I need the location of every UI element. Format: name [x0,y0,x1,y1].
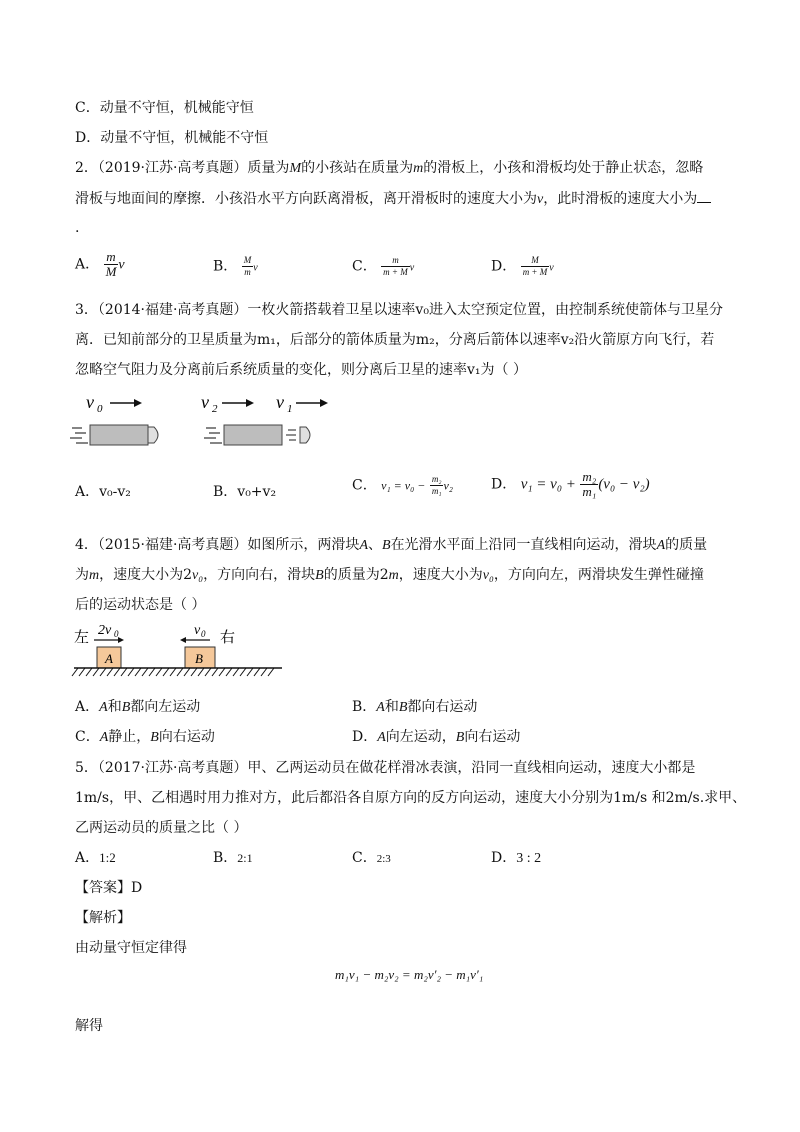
q5-option-c: C．2:3 [352,850,391,866]
q4-stem-line3: 后的运动状态是（ ） [75,597,206,613]
fig-2v0-sub: 0 [114,629,119,639]
q2-option-c: C． $\frac{m}{m + M}$ v [352,255,415,277]
q3-option-a: A．v₀-v₂ [75,484,131,500]
block-b-label: B [195,651,203,666]
q2-option-d-fraction: $\frac{M}{m + M}$ [522,255,548,277]
hatch-line [254,668,260,676]
fig-v0-label: v [86,392,94,412]
q2-option-b-fraction: $\frac{M}{m}$ [243,255,252,277]
q5-option-a: A．1:2 [75,850,116,866]
q5-option-b: B．2:1 [213,850,253,866]
answer-blank [697,188,711,203]
rocket-separation-figure [70,388,350,460]
q5-option-d: D．3 : 2 [491,850,542,866]
hatch-line [205,668,211,676]
q4-option-b: B．A和B都向右运动 [352,699,478,715]
hatch-line [156,668,162,676]
hatch-line [121,668,127,676]
sliding-blocks-figure [70,620,290,682]
hatch-line [93,668,99,676]
fig-v0-sub: 0 [97,403,103,415]
q2-stem-line1: 2．（2019·江苏·高考真题）质量为M的小孩站在质量为m的滑板上，小孩和滑板均处于静止状态，忽略 [75,160,704,176]
hatch-line [268,668,274,676]
hatch-line [233,668,239,676]
conservation-law-text: 由动量守恒定律得 [75,940,187,956]
q2-option-c-fraction: $\frac{m}{m + M}$ [383,255,408,277]
q3-stem-line1: 3．（2014·福建·高考真题）一枚火箭搭载着卫星以速率v₀进入太空预定位置，由控制系统使箭体与卫星分 [75,302,723,318]
hatch-line [240,668,246,676]
q2-option-b: B． $\frac{M}{m}$ v [213,255,258,277]
satellite-nose [300,427,310,443]
fig-v1-sub: 1 [287,403,293,415]
q3-option-d: D． v₁ = v₀ + $\frac{\text{m₂}}{\text{m₁}}$ (v₀ − v₂) [491,469,650,499]
fig-v0-arrow [110,399,142,407]
hatch-line [212,668,218,676]
answer-label: 【答案】D [75,880,143,896]
q4-option-c: C．A静止，B向右运动 [75,729,215,745]
fig-v0-label: v [194,623,201,638]
q4-stem-line1: 4．（2015·福建·高考真题）如图所示，两滑块A、B在光滑水平面上沿同一直线相向运动，滑块A的质量 [75,537,708,553]
hatch-line [79,668,85,676]
hatch-line [142,668,148,676]
q2-option-d: D． $\frac{M}{m + M}$ v [491,255,554,277]
hatch-line [135,668,141,676]
rocket-body-left [90,425,148,445]
rocket-exhaust-left [70,428,88,443]
hatch-line [128,668,134,676]
q5-stem-line1: 5．（2017·江苏·高考真题）甲、乙两运动员在做花样滑冰表演，沿同一直线相向运动，速度大小都是 [75,760,696,776]
fig-v2-arrow [222,399,254,407]
analysis-label: 【解析】 [75,910,131,926]
ground-hatching [72,668,274,676]
q3-stem-line3: 忽略空气阻力及分离前后系统质量的变化，则分离后卫星的速率v₁为（ ） [75,362,527,378]
q3-option-d-fraction: $\frac{\text{m₂}}{\text{m₁}}$ [582,469,597,499]
fig-right-label: 右 [220,630,236,646]
hatch-line [219,668,225,676]
hatch-line [72,668,78,676]
q4-option-a: A．A和B都向左运动 [75,699,201,715]
hatch-line [261,668,267,676]
q2-stem-line3: . [75,220,80,236]
fig-v1-label: v [276,392,284,412]
q2-option-a-fraction: $\frac{m}{M}$ [105,249,117,279]
hatch-line [247,668,253,676]
q1-option-d: D．动量不守恒，机械能不守恒 [75,130,269,146]
fig-v1-arrow [296,399,328,407]
solve-label: 解得 [75,1018,103,1034]
fig-v2-label: v [201,392,209,412]
hatch-line [163,668,169,676]
q2-option-a: A． $\frac{m}{M}$ v [75,249,125,279]
hatch-line [198,668,204,676]
hatch-line [170,668,176,676]
hatch-line [149,668,155,676]
q5-stem-line2: 1m/s，甲、乙相遇时用力推对方，此后都沿各自原方向的反方向运动，速度大小分别为1m/s 和2m/s.求甲、 [75,790,747,806]
hatch-line [100,668,106,676]
momentum-equation: m₁v₁ − m₂v₂ = m₂v′₂ − m₁v′₁ [335,967,484,982]
q4-option-d: D．A向左运动，B向右运动 [352,729,521,745]
fig-left-label: 左 [74,630,90,646]
hatch-line [226,668,232,676]
block-a-label: A [105,651,113,666]
rocket-nose-left [148,427,158,443]
fig-v2-sub: 2 [212,403,218,415]
q3-option-b: B．v₀+v₂ [213,484,277,500]
q5-stem-line3: 乙两运动员的质量之比（ ） [75,820,248,836]
hatch-line [177,668,183,676]
satellite-exhaust [286,430,296,440]
hatch-line [86,668,92,676]
rocket-body-right [224,425,282,445]
fig-2v0-label: 2v [98,623,112,638]
q3-stem-line2: 离．已知前部分的卫星质量为m₁，后部分的箭体质量为m₂，分离后箭体以速率v₂沿火箭原方向飞行，若 [75,332,715,348]
q4-stem-line2: 为m，速度大小为2v₀，方向向右，滑块B的质量为2m，速度大小为v₀，方向向左，两滑块发生弹性碰撞 [75,567,704,583]
hatch-line [114,668,120,676]
hatch-line [184,668,190,676]
q3-option-c: C． v₁ = v₀ − $\frac{\text{m₂}}{\text{m₁}}$ v₂ [352,474,453,496]
rocket-exhaust-right [204,428,222,443]
q3-option-c-fraction: $\frac{\text{m₂}}{\text{m₁}}$ [431,474,442,496]
hatch-line [191,668,197,676]
fig-v0-sub: 0 [201,629,206,639]
hatch-line [107,668,113,676]
q1-option-c: C．动量不守恒，机械能守恒 [75,100,254,116]
q2-stem-line2: 滑板与地面间的摩擦．小孩沿水平方向跃离滑板，离开滑板时的速度大小为v，此时滑板的速度大小为 [75,188,711,210]
